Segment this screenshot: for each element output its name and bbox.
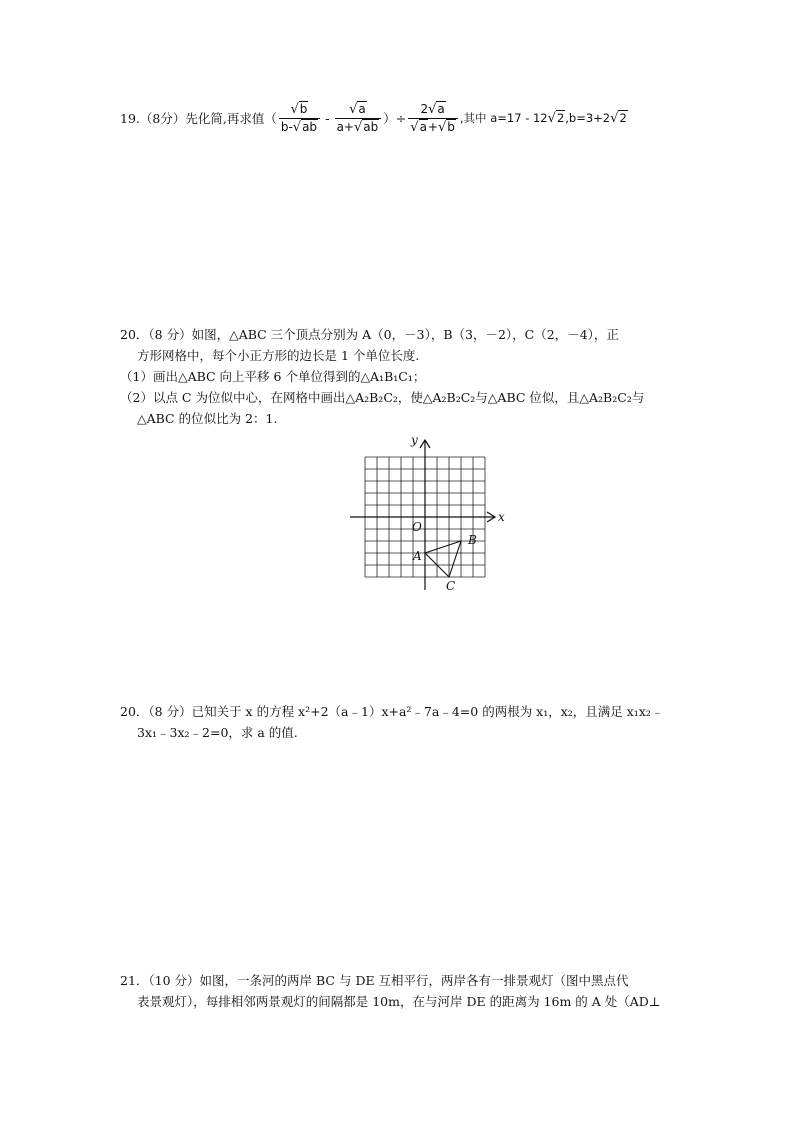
question-19: 19 . （8分） 先化简,再求值（ $\frac{√b}{b-√ab}$ - $\frac{√a}{a+√ab}$ ）÷ $\frac{2√a}{√a+√b}$ ,其中 a=17 - 12 √2 ,b=3+2 √2 [120, 101, 627, 135]
q19-close-divide: ）÷ [383, 111, 407, 126]
q19-dot: . [135, 110, 140, 126]
vertex-a-label: A [413, 549, 422, 563]
q19-frac2-den-rad: ab [363, 119, 379, 134]
q19-frac2-den-a: a+ [336, 119, 354, 134]
q19-stem: 先化简,再求值（ [185, 111, 277, 126]
q20a-line-1: 20．（8 分）如图，△ABC 三个顶点分别为 A（0，－3），B（3，－2），C（2，－4），正 [120, 327, 619, 342]
q19-frac1-num: b [299, 101, 308, 116]
q20a-line-2: 方形网格中，每个小正方形的边长是 1 个单位长度. [137, 348, 420, 363]
q19-fraction-2: $\frac{√a}{a+√ab}$ [335, 102, 382, 135]
q19-points: （8分） [139, 111, 186, 126]
q19-frac1-den-rad: ab [302, 119, 318, 134]
q19-frac3-den-plus: + [427, 119, 438, 134]
q19-frac1-den-a: b- [280, 119, 293, 134]
q19-cond-rad1: 2 [556, 111, 565, 125]
q21-line-1: 21．（10 分）如图，一条河的两岸 BC 与 DE 互相平行，两岸各有一排景观灯（图中黑点代 [120, 973, 629, 988]
q19-frac2-num: a [358, 101, 366, 116]
q19-fraction-3: $\frac{2√a}{√a+√b}$ [408, 102, 458, 135]
q19-number: 19 [120, 110, 136, 126]
q20b-line-1: 20．（8 分）已知关于 x 的方程 x²+2（a﹣1）x+a²﹣7a﹣4=0 的两根为 x₁，x₂，且满足 x₁x₂﹣ [120, 704, 664, 719]
vertex-b-label: B [468, 533, 477, 547]
q21-line-2: 表景观灯），每排相邻两景观灯的间隔都是 10m，在与河岸 DE 的距离为 16m 的 A 处（AD⊥ [137, 994, 661, 1009]
x-axis-label: x [498, 510, 505, 524]
triangle-abc [425, 541, 461, 577]
q19-frac3-den-rad2: b [447, 119, 455, 134]
q20a-line-4: （2）以点 C 为位似中心，在网格中画出△A₂B₂C₂，使△A₂B₂C₂与△ABC 位似，且△A₂B₂C₂与 [120, 390, 645, 405]
origin-label: O [412, 520, 422, 534]
q20b-line-2: 3x₁﹣3x₂﹣2=0，求 a 的值. [137, 725, 298, 740]
coordinate-grid-figure [345, 432, 515, 597]
q19-minus: - [325, 110, 330, 126]
q20a-line-3: （1）画出△ABC 向上平移 6 个单位得到的△A₁B₁C₁； [120, 369, 426, 384]
q19-frac3-num-coef: 2 [420, 101, 429, 116]
q19-frac3-den-rad1: a [419, 119, 427, 134]
q19-condition-a: ,其中 a=17 - 12 [459, 111, 548, 125]
q19-cond-rad2: 2 [619, 111, 627, 125]
y-axis-label: y [411, 433, 418, 447]
vertex-c-label: C [446, 579, 456, 593]
q19-condition-b: ,b=3+2 [565, 111, 611, 125]
q19-fraction-1: $\frac{√b}{b-√ab}$ [279, 102, 320, 135]
q19-frac3-num-rad: a [437, 101, 445, 116]
q20a-line-5: △ABC 的位似比为 2：1. [137, 411, 278, 426]
